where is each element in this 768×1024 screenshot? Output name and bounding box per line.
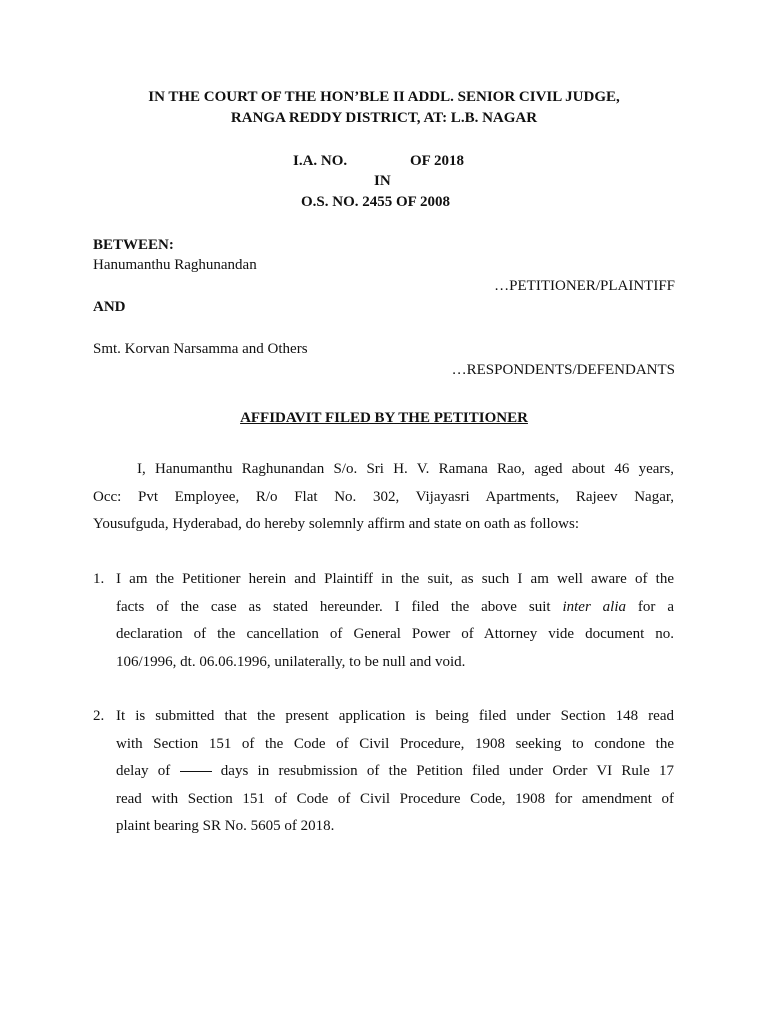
item-line: facts of the case as stated hereunder. I filed the above suit inter alia for a (116, 598, 674, 615)
respondent-name: Smt. Korvan Narsamma and Others (93, 341, 308, 357)
item-line: It is submitted that the present application is being filed under Section 148 read (116, 708, 674, 724)
intro-paragraph (93, 456, 674, 539)
court-heading-line1: IN THE COURT OF THE HON’BLE II ADDL. SENIOR CIVIL JUDGE, (148, 89, 620, 105)
days-blank (180, 771, 212, 772)
item-number: 2. (93, 708, 105, 724)
item-line: 106/1996, dt. 06.06.1996, unilaterally, to be null and void. (116, 653, 466, 670)
item-line: I am the Petitioner herein and Plaintiff in the suit, as such I am well aware of the (116, 571, 674, 587)
ia-year: OF 2018 (410, 153, 465, 169)
item-line: delay of days in resubmission of the Petition filed under Order VI Rule 17 (116, 763, 675, 779)
intro-line: I, Hanumanthu Raghunandan S/o. Sri H. V. Ramana Rao, aged about 46 years, (137, 461, 674, 477)
item-1-paragraph (116, 566, 674, 676)
affidavit-title: AFFIDAVIT FILED BY THE PETITIONER (240, 410, 528, 426)
in-label: IN (374, 173, 391, 189)
court-heading-line2: RANGA REDDY DISTRICT, AT: L.B. NAGAR (230, 110, 538, 126)
between-label: BETWEEN: (93, 237, 174, 253)
item-line: read with Section 151 of Code of Civil Procedure Code, 1908 for amendment of (116, 790, 674, 807)
and-label: AND (93, 299, 126, 315)
petitioner-name: Hanumanthu Raghunandan (93, 257, 257, 273)
petitioner-role: …PETITIONER/PLAINTIFF (494, 278, 675, 294)
item-line: with Section 151 of the Code of Civil Procedure, 1908 seeking to condone the (116, 735, 674, 752)
intro-line: Yousufguda, Hyderabad, do hereby solemnly affirm and state on oath as follows: (93, 516, 580, 532)
item-line: plaint bearing SR No. 5605 of 2018. (116, 818, 335, 834)
ia-number-label: I.A. NO. (293, 153, 348, 169)
item-number: 1. (93, 571, 105, 587)
respondent-role: …RESPONDENTS/DEFENDANTS (451, 362, 675, 378)
os-number: O.S. NO. 2455 OF 2008 (301, 194, 451, 210)
item-2-paragraph (116, 703, 674, 841)
inter-alia-text: inter alia (562, 598, 627, 615)
intro-line: Occ: Pvt Employee, R/o Flat No. 302, Vijayasri Apartments, Rajeev Nagar, (93, 488, 674, 505)
item-line: declaration of the cancellation of General Power of Attorney vide document no. (116, 626, 674, 642)
